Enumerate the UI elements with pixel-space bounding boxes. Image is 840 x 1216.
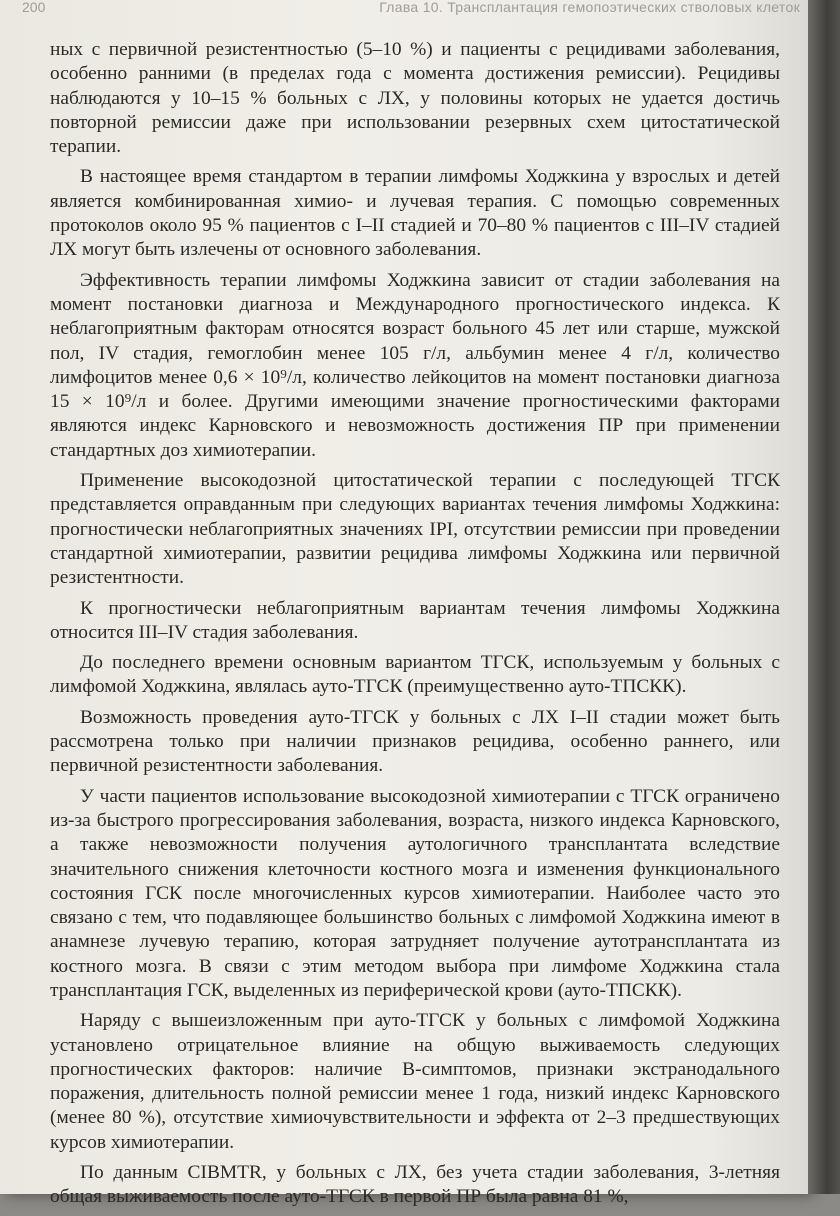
paragraph: По данным CIBMTR, у больных с ЛХ, без учета стадии заболевания, 3-летняя общая выживаемость после ауто-ТГСК в первой ПР была равна 81 %, xyxy=(50,1162,780,1208)
paragraph: В настоящее время стандартом в терапии лимфомы Ходжкина у взрослых и детей является комбинированная химио- и лучевая терапия. С помощью современных протоколов около 95 % пациентов с I–II стадией и 70–80 % пациентов с III–IV стадией ЛХ могут быть излечены от основного заболевания. xyxy=(50,166,780,261)
page-number: 200 xyxy=(22,0,46,15)
paragraph: Наряду с вышеизложенным при ауто-ТГСК у больных с лимфомой Ходжкина установлено отрицательное влияние на общую выживаемость следующих прогностических факторов: наличие B-симптомов, признаки экстранодального поражения, длительность полной ремиссии менее 1 года, низкий индекс Карновского (менее 80 %), отсутствие химиочувствительности и эффекта от 2–3 предшествующих курсов химиотерапии. xyxy=(50,1010,780,1153)
paragraph: К прогностически неблагоприятным вариантам течения лимфомы Ходжкина относится III–IV стадия заболевания. xyxy=(50,597,780,643)
book-spine-shadow xyxy=(808,0,840,1194)
paragraph: Эффективность терапии лимфомы Ходжкина зависит от стадии заболевания на момент постановки диагноза и Международного прогностического индекса. К неблагоприятным факторам относятся возраст больного 45 лет или старше, мужской пол, IV стадия, гемоглобин менее 105 г/л, альбумин менее 4 г/л, количество лимфоцитов менее 0,6 × 10⁹/л, количество лейкоцитов на момент постановки диагноза 15 × 10⁹/л и более. Другими имеющими значение прогностическими факторами являются индекс Карновского и невозможность достижения ПР при применении стандартных доз химиотерапии. xyxy=(50,269,780,461)
paragraph: ных с первичной резистентностью (5–10 %) и пациенты с рецидивами заболевания, особенно ранними (в пределах года с момента достижения ремиссии). Рецидивы наблюдаются у 10–15 % больных с ЛХ, у половины которых не удается достичь повторной ремиссии даже при использовании резервных схем цитостатической терапии. xyxy=(50,39,780,158)
paragraph: Применение высокодозной цитостатической терапии с последующей ТГСК представляется оправданным при следующих вариантах течения лимфомы Ходжкина: прогностически неблагоприятных значениях IPI, отсутствии ремиссии при проведении стандартной химиотерапии, развитии рецидива лимфомы Ходжкина или первичной резистентности. xyxy=(50,470,780,589)
body-text xyxy=(50,38,780,1216)
paragraph: До последнего времени основным вариантом ТГСК, используемым у больных с лимфомой Ходжкина, являлась ауто-ТГСК (преимущественно ауто-ТПСКК). xyxy=(50,652,780,698)
paragraph: У части пациентов использование высокодозной химиотерапии с ТГСК ограничено из-за быстрого прогрессирования заболевания, возраста, низкого индекса Карновского, а также невозможности получения аутологичного трансплантата вследствие значительного снижения клеточности костного мозга и изменения функционального состояния ГСК после многочисленных курсов химиотерапии. Наиболее часто это связано с тем, что подавляющее большинство больных с лимфомой Ходжкина имеют в анамнезе лучевую терапию, которая затрудняет получение аутотрансплантата из костного мозга. В связи с этим методом выбора при лимфоме Ходжкина стала трансплантация ГСК, выделенных из периферической крови (ауто-ТПСКК). xyxy=(50,785,780,1001)
paragraph: Возможность проведения ауто-ТГСК у больных с ЛХ I–II стадии может быть рассмотрена только при наличии признаков рецидива, особенно раннего, или первичной резистентности заболевания. xyxy=(50,706,780,777)
running-title: Глава 10. Трансплантация гемопоэтических стволовых клеток xyxy=(379,0,800,15)
